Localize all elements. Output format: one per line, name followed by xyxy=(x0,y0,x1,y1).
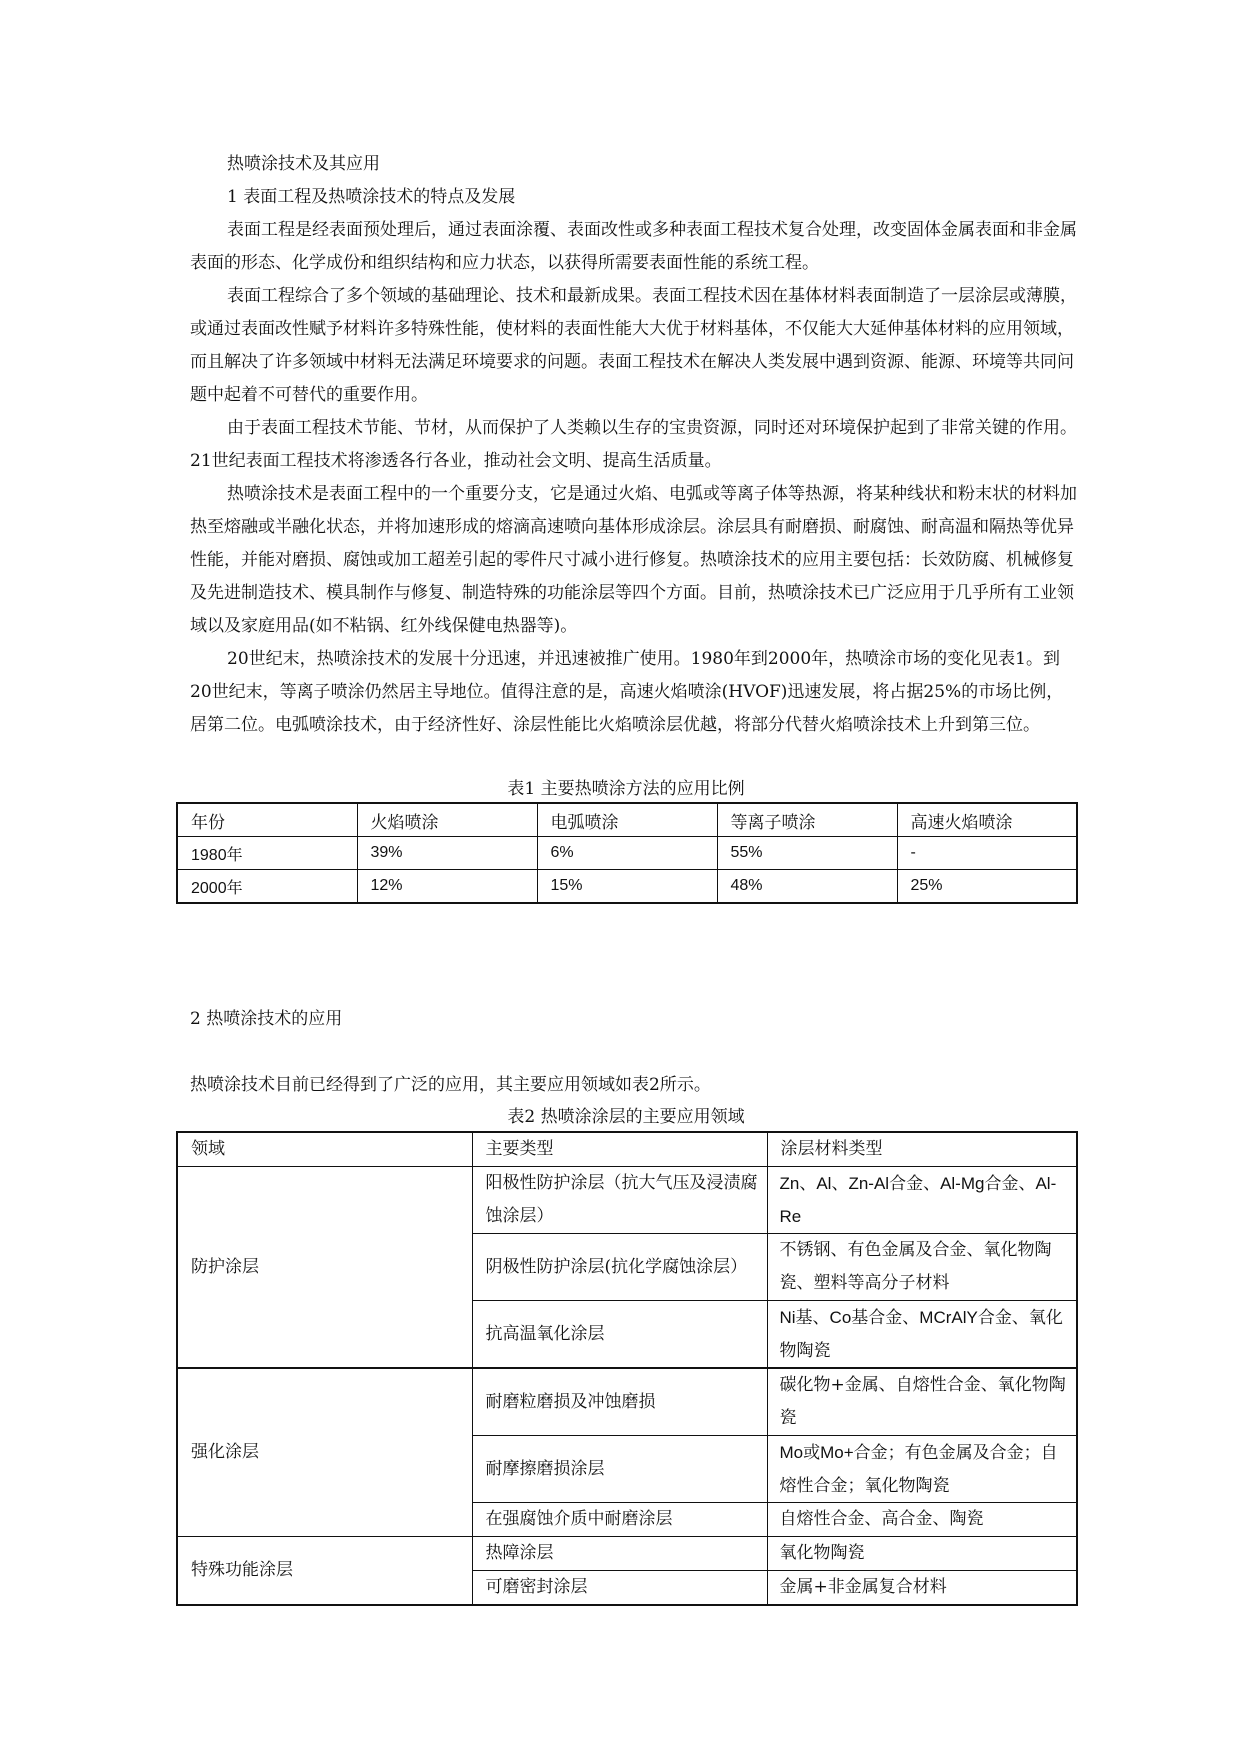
table-row xyxy=(177,837,1077,870)
table-cell: 25% xyxy=(897,870,1077,904)
type-cell: 耐摩擦磨损涂层 xyxy=(472,1436,767,1503)
field-cell: 特殊功能涂层 xyxy=(177,1537,472,1606)
material-cell: 氧化物陶瓷 xyxy=(767,1537,1077,1571)
type-cell: 阳极性防护涂层（抗大气压及浸渍腐蚀涂层） xyxy=(472,1167,767,1234)
type-cell: 可磨密封涂层 xyxy=(472,1571,767,1606)
table-cell: 12% xyxy=(357,870,537,904)
table-header-cell: 电弧喷涂 xyxy=(537,803,717,837)
table-header-cell: 年份 xyxy=(177,803,357,837)
table-header-cell: 主要类型 xyxy=(472,1132,767,1167)
type-cell: 热障涂层 xyxy=(472,1537,767,1571)
field-cell: 强化涂层 xyxy=(177,1368,472,1537)
table-header-cell: 等离子喷涂 xyxy=(717,803,897,837)
section2-heading: 2 热喷涂技术的应用 xyxy=(190,1009,343,1029)
material-cell: 不锈钢、有色金属及合金、氧化物陶瓷、塑料等高分子材料 xyxy=(767,1234,1077,1301)
table2-caption: 表2 热喷涂涂层的主要应用领域 xyxy=(507,1107,745,1127)
material-cell: 金属+非金属复合材料 xyxy=(767,1571,1077,1606)
section2-intro: 热喷涂技术目前已经得到了广泛的应用，其主要应用领域如表2所示。 xyxy=(190,1075,711,1095)
table-row xyxy=(177,870,1077,904)
material-cell: 碳化物+金属、自熔性合金、氧化物陶瓷 xyxy=(767,1368,1077,1436)
table1-caption: 表1 主要热喷涂方法的应用比例 xyxy=(507,779,745,799)
material-cell: 自熔性合金、高合金、陶瓷 xyxy=(767,1503,1077,1537)
paragraph: 热喷涂技术是表面工程中的一个重要分支，它是通过火焰、电弧或等离子体等热源，将某种线状和粉末状的材料加热至熔融或半融化状态，并将加速形成的熔滴高速喷向基体形成涂层。涂层具有耐磨损、耐腐蚀、耐高温和隔热等优异性能，并能对磨损、腐蚀或加工超差引起的零件尺寸减小进行修复。热喷涂技术的应用主要包括：长效防腐、机械修复及先进制造技术、模具制作与修复、制造特殊的功能涂层等四个方面。目前，热喷涂技术已广泛应用于几乎所有工业领域以及家庭用品(如不粘锅、红外线保健电热器等)。 xyxy=(190,484,1077,636)
table-header-cell: 涂层材料类型 xyxy=(767,1132,1077,1167)
table-row xyxy=(177,1537,1077,1571)
type-cell: 在强腐蚀介质中耐磨涂层 xyxy=(472,1503,767,1537)
table-cell: 39% xyxy=(357,837,537,870)
table-cell: - xyxy=(897,837,1077,870)
paragraph: 表面工程是经表面预处理后，通过表面涂覆、表面改性或多种表面工程技术复合处理，改变固体金属表面和非金属表面的形态、化学成份和组织结构和应力状态，以获得所需要表面性能的系统工程。 xyxy=(190,220,1077,273)
paragraph: 由于表面工程技术节能、节材，从而保护了人类赖以生存的宝贵资源，同时还对环境保护起到了非常关键的作用。21世纪表面工程技术将渗透各行各业，推动社会文明、提高生活质量。 xyxy=(190,418,1077,471)
table-header-row xyxy=(177,1132,1077,1167)
table-header-cell: 火焰喷涂 xyxy=(357,803,537,837)
table2 xyxy=(176,1131,1078,1606)
type-cell: 阴极性防护涂层(抗化学腐蚀涂层） xyxy=(472,1234,767,1301)
table-cell: 2000年 xyxy=(177,870,357,904)
material-cell: Ni基、Co基合金、MCrAlY合金、氧化物陶瓷 xyxy=(767,1301,1077,1369)
material-cell: Mo或Mo+合金；有色金属及合金；自熔性合金；氧化物陶瓷 xyxy=(767,1436,1077,1503)
table-header-cell: 领域 xyxy=(177,1132,472,1167)
field-cell: 防护涂层 xyxy=(177,1167,472,1369)
table1 xyxy=(176,802,1078,904)
document-title: 热喷涂技术及其应用 xyxy=(227,154,380,174)
table-cell: 1980年 xyxy=(177,837,357,870)
table-header-cell: 高速火焰喷涂 xyxy=(897,803,1077,837)
paragraph: 20世纪末，热喷涂技术的发展十分迅速，并迅速被推广使用。1980年到2000年，热喷涂市场的变化见表1。到20世纪末，等离子喷涂仍然居主导地位。值得注意的是，高速火焰喷涂(HVOF)迅速发展，将占据25%的市场比例，居第二位。电弧喷涂技术，由于经济性好、涂层性能比火焰喷涂层优越，将部分代替火焰喷涂技术上升到第三位。 xyxy=(190,649,1064,735)
table-cell: 55% xyxy=(717,837,897,870)
table-cell: 15% xyxy=(537,870,717,904)
table-header-row xyxy=(177,803,1077,837)
table-cell: 6% xyxy=(537,837,717,870)
type-cell: 耐磨粒磨损及冲蚀磨损 xyxy=(472,1368,767,1436)
table-cell: 48% xyxy=(717,870,897,904)
material-cell: Zn、Al、Zn-Al合金、Al-Mg合金、Al-Re xyxy=(767,1167,1077,1234)
type-cell: 抗高温氧化涂层 xyxy=(472,1301,767,1369)
paragraph: 表面工程综合了多个领域的基础理论、技术和最新成果。表面工程技术因在基体材料表面制造了一层涂层或薄膜，或通过表面改性赋予材料许多特殊性能，使材料的表面性能大大优于材料基体，不仅能大大延伸基体材料的应用领域，而且解决了许多领域中材料无法满足环境要求的问题。表面工程技术在解决人类发展中遇到资源、能源、环境等共同问题中起着不可替代的重要作用。 xyxy=(190,286,1077,405)
table-row xyxy=(177,1167,1077,1234)
table-row xyxy=(177,1368,1077,1436)
section1-heading: 1 表面工程及热喷涂技术的特点及发展 xyxy=(227,187,516,207)
